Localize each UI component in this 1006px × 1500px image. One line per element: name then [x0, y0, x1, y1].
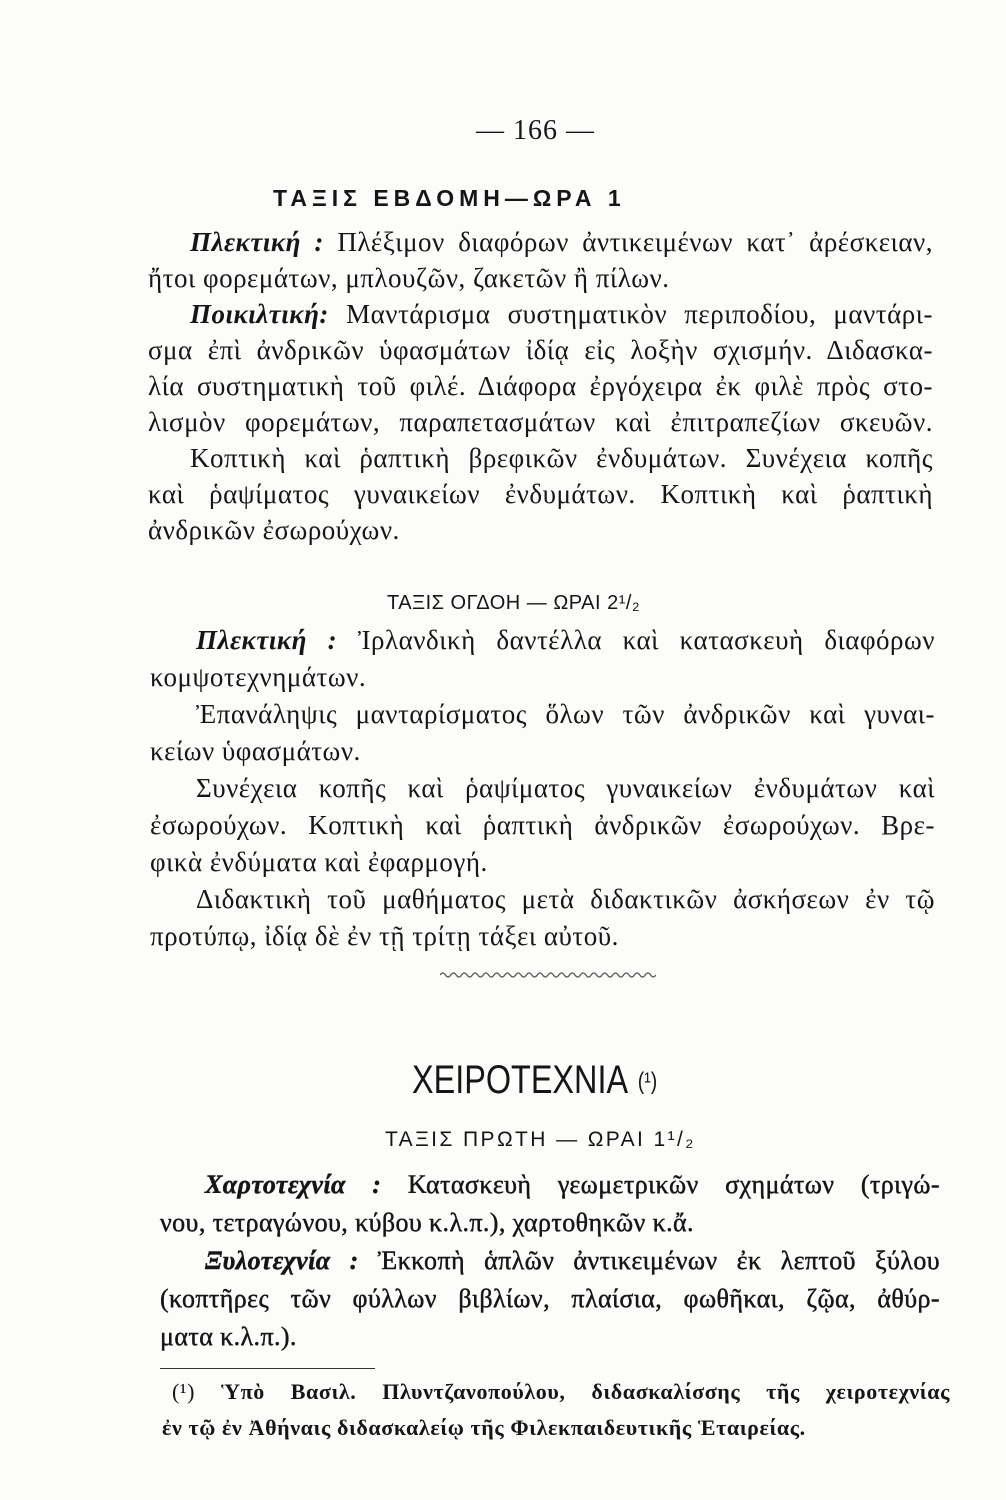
text-line — [160, 1242, 940, 1280]
footnote-marker: (¹) — [172, 1379, 196, 1404]
text-run: Μαντάρισμα συστηματικὸν περιποδίου, μαντάρι- — [346, 299, 933, 329]
footnote-reference: (¹) — [637, 1068, 658, 1095]
text-line: λία συστηματικὴ τοῦ φιλέ. Διάφορα ἐργόχειρα ἐκ φιλὲ πρὸς στο- — [148, 371, 933, 401]
text-line: Διδακτικὴ τοῦ μαθήματος μετὰ διδακτικῶν ἀσκήσεων ἐν τῷ — [196, 884, 935, 914]
text-line: λισμὸν φορεμάτων, παραπετασμάτων καὶ ἐπιτραπεζίων σκευῶν. — [148, 407, 933, 437]
wavy-divider — [440, 970, 656, 980]
section-body-first-class — [160, 1166, 940, 1356]
section-heading-first-class: ΤΑΞΙΣ ΠΡΩΤΗ — ΩΡΑΙ 1¹/₂ — [385, 1128, 696, 1151]
text-line: Ἐπανάληψις μανταρίσματος ὅλων τῶν ἀνδρικῶν καὶ γυναι- — [196, 699, 935, 729]
text-run: Ὑπὸ Βασιλ. Πλυντζανοπούλου, διδασκαλίσσης τῆς χειροτεχνίας — [220, 1379, 950, 1404]
chapter-title — [412, 1058, 657, 1108]
section-heading-seventh-class: ΤΑΞΙΣ ΕΒΔΟΜΗ—ΩΡΑ 1 — [273, 185, 626, 211]
text-line: προτύπῳ, ἰδίᾳ δὲ ἐν τῇ τρίτῃ τάξει αὐτοῦ. — [150, 921, 619, 951]
text-line: Συνέχεια κοπῆς καὶ ῥαψίματος γυναικείων ἐνδυμάτων καὶ — [196, 773, 935, 803]
text-line — [148, 296, 933, 332]
section-body-eighth-class — [150, 622, 935, 955]
text-line — [162, 1374, 950, 1410]
text-run: Ἐκκοπὴ ἁπλῶν ἀντικειμένων ἐκ λεπτοῦ ξύλου — [377, 1246, 940, 1275]
footnote-rule — [160, 1368, 375, 1369]
subject-label-embroidery: Ποικιλτική: — [190, 299, 329, 329]
text-line: (κοπτῆρες τῶν φύλλων βιβλίων, πλαίσια, φωθῆκαι, ζῷα, ἀθύρ- — [160, 1284, 940, 1313]
text-line: ἐν τῷ ἐν Ἀθήναις διδασκαλείῳ τῆς Φιλεκπαιδευτικῆς Ἑταιρείας. — [162, 1415, 806, 1440]
chapter-title-text: ΧΕΙΡΟΤΕΧΝΙΑ — [412, 1058, 629, 1102]
text-line: κομψοτεχνημάτων. — [150, 662, 367, 692]
text-line: ἤτοι φορεμάτων, μπλουζῶν, ζακετῶν ἢ πίλων. — [148, 263, 670, 293]
text-line: φικὰ ἐνδύματα καὶ ἐφαρμογή. — [150, 847, 488, 877]
text-line: σμα ἐπὶ ἀνδρικῶν ὑφασμάτων ἰδίᾳ εἰς λοξὴν σχισμήν. Διδασκα- — [148, 335, 933, 365]
subject-label-knitting: Πλεκτική : — [190, 227, 324, 257]
text-line: ματα κ.λ.π.). — [160, 1322, 297, 1351]
text-line — [150, 622, 935, 659]
footnote — [162, 1374, 950, 1446]
text-line: Κοπτικὴ καὶ ῥαπτικὴ βρεφικῶν ἐνδυμάτων. Συνέχεια κοπῆς — [190, 443, 933, 473]
text-run: Ἰρλανδικὴ δαντέλλα καὶ κατασκευὴ διαφόρων — [357, 625, 935, 655]
text-line — [148, 224, 933, 260]
section-body-seventh-class — [148, 224, 933, 548]
text-line: καὶ ῥαψίματος γυναικείων ἐνδυμάτων. Κοπτικὴ καὶ ῥαπτικὴ — [148, 479, 933, 509]
subject-label-woodcraft: Ξυλοτεχνία : — [205, 1246, 359, 1275]
text-line: νου, τετραγώνου, κύβου κ.λ.π.), χαρτοθηκῶν κ.ἄ. — [160, 1208, 694, 1237]
subject-label-papercraft: Χαρτοτεχνία : — [205, 1170, 382, 1199]
text-line: ἀνδρικῶν ἐσωρούχων. — [148, 515, 400, 545]
text-line: κείων ὑφασμάτων. — [150, 736, 361, 766]
subject-label-knitting: Πλεκτική : — [196, 625, 338, 655]
text-run: Κατασκευὴ γεωμετρικῶν σχημάτων (τριγώ- — [407, 1170, 940, 1199]
section-heading-eighth-class: ΤΑΞΙΣ ΟΓΔΟΗ — ΩΡΑΙ 2¹/₂ — [387, 592, 641, 614]
text-line — [160, 1166, 940, 1204]
page-number: — 166 — — [476, 115, 595, 146]
text-line: ἐσωρούχων. Κοπτικὴ καὶ ῥαπτικὴ ἀνδρικῶν ἐσωρούχων. Βρε- — [150, 810, 935, 840]
text-run: Πλέξιμον διαφόρων ἀντικειμένων κατ᾽ ἀρέσκειαν, — [337, 227, 934, 257]
